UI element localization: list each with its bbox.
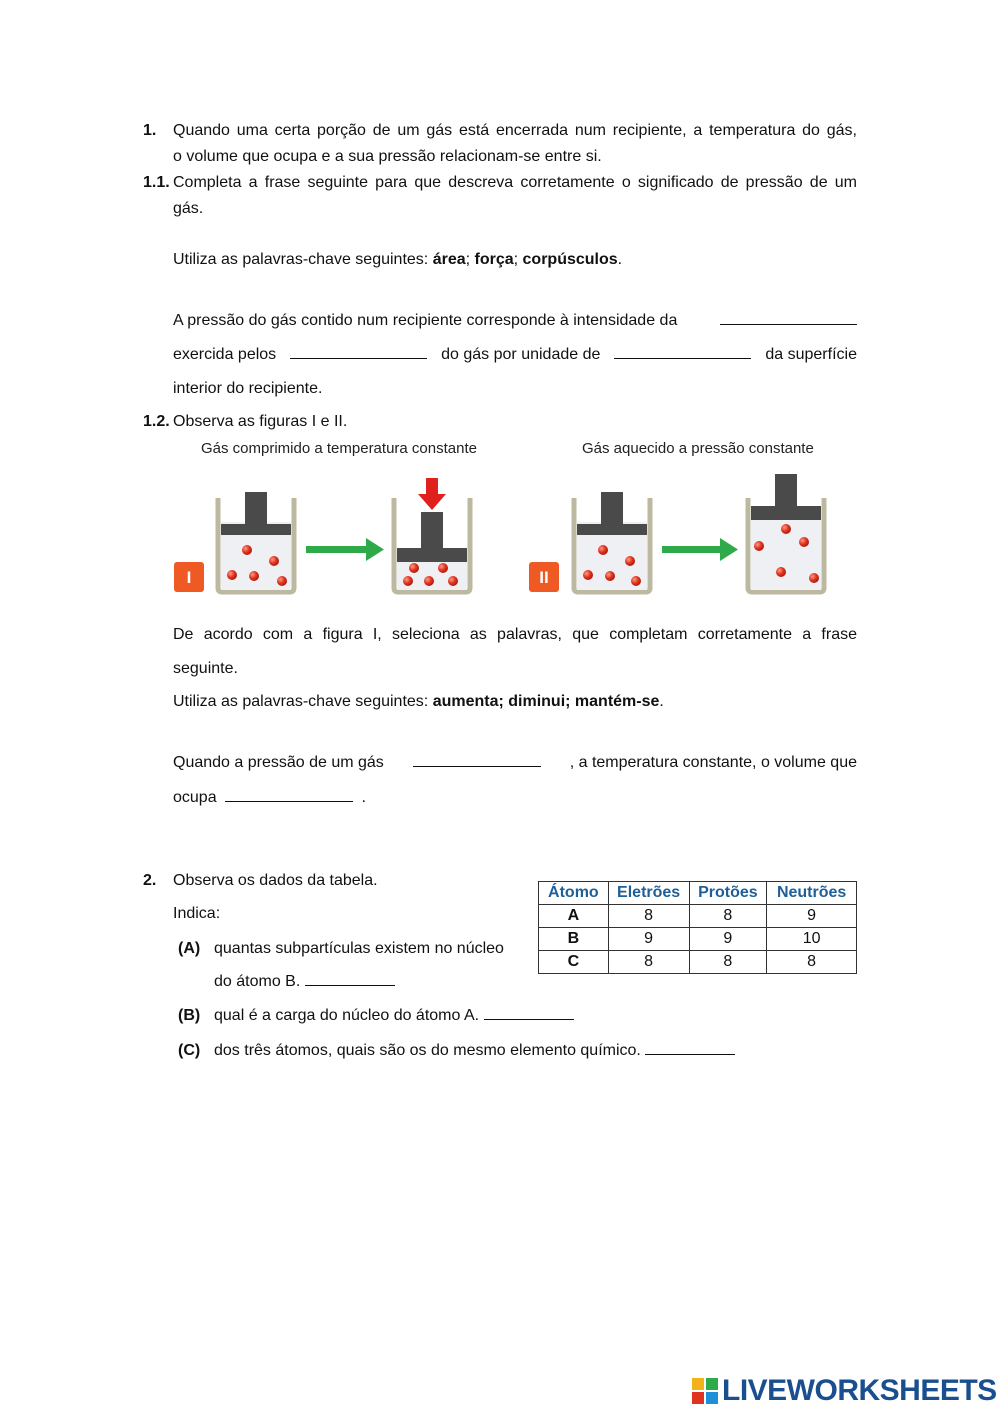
container-1-compressed (394, 478, 470, 592)
caption-figure-1: Gás comprimido a temperatura constante (201, 440, 477, 457)
particle (424, 576, 434, 586)
q2-item-a-line1: quantas subpartículas existem no núcleo (214, 940, 504, 957)
q2-item-b (214, 1003, 574, 1029)
blank-answer-c[interactable] (645, 1040, 735, 1055)
particle (631, 576, 641, 586)
q2-number: 2. (143, 872, 157, 889)
particle (625, 556, 635, 566)
figure-1-label (174, 562, 204, 592)
q1-1-sentence-line3: interior do recipiente. (173, 380, 323, 397)
liveworksheets-logo[interactable] (692, 1374, 997, 1408)
table-cell: 9 (608, 928, 689, 951)
keyword-area: área (432, 251, 466, 268)
logo-text: LIVEWORKSHEETS (722, 1374, 997, 1407)
figure-2-label (529, 562, 559, 592)
blank-area[interactable] (614, 344, 751, 359)
q1-2-sentence-part2a: ocupa (173, 789, 217, 806)
gas-figures (170, 474, 890, 604)
container-1-initial (218, 492, 294, 592)
sentence-part2b: do gás por unidade de (441, 346, 601, 363)
q1-2-intro: Observa as figuras I e II. (173, 413, 348, 430)
q1-1-sentence-line1 (173, 308, 857, 334)
table-row (539, 905, 857, 928)
q1-text-line2: o volume que ocupa e a sua pressão relacionam-se entre si. (173, 148, 602, 165)
particle (438, 563, 448, 573)
table-cell: 9 (689, 928, 767, 951)
logo-icon (692, 1378, 718, 1404)
q2-item-b-text: qual é a carga do núcleo do átomo A. (214, 1007, 480, 1024)
keyword-forca: força (474, 251, 514, 268)
particle (409, 563, 419, 573)
q2-item-b-label: (B) (178, 1007, 201, 1024)
q2-item-c (214, 1038, 735, 1064)
q1-number: 1. (143, 122, 157, 139)
q1-1-line1: Completa a frase seguinte para que descreva corretamente o significado de pressão de um (173, 174, 857, 191)
q1-2-instruction-line1: De acordo com a figura I, seleciona as palavras, que completam corretamente a frase (173, 626, 857, 643)
caption-figure-2: Gás aquecido a pressão constante (582, 440, 814, 457)
table-header: Eletrões (608, 882, 689, 905)
q1-2-number: 1.2. (143, 413, 170, 430)
particle (781, 524, 791, 534)
particle (249, 571, 259, 581)
container-2-heated (748, 474, 824, 592)
particle (776, 567, 786, 577)
blank-volume-change[interactable] (225, 787, 353, 802)
particle (269, 556, 279, 566)
figure-1-label-text: I (186, 568, 192, 587)
arrow-right-icon (306, 538, 384, 561)
arrow-right-icon (662, 538, 738, 561)
sentence-part2c: da superfície (765, 346, 857, 363)
q1-2-sentence-part1b: , a temperatura constante, o volume que (569, 754, 857, 771)
sentence-part2a: exercida pelos (173, 346, 277, 363)
q2-indica: Indica: (173, 905, 221, 922)
keywords-list: aumenta; diminui; mantém-se (432, 693, 660, 710)
q1-text-line1: Quando uma certa porção de um gás está encerrada num recipiente, a temperatura do gás, (173, 122, 857, 139)
table-header-row (539, 882, 857, 905)
keywords-intro: Utiliza as palavras-chave seguintes: (173, 251, 429, 268)
particle (605, 571, 615, 581)
table-cell: C (539, 951, 609, 974)
table-cell: 9 (767, 905, 857, 928)
particle (809, 573, 819, 583)
q2-intro: Observa os dados da tabela. (173, 872, 378, 889)
table-row (539, 951, 857, 974)
table-cell: B (539, 928, 609, 951)
container-2-initial (574, 492, 650, 592)
q1-1-keywords: Utiliza as palavras-chave seguintes: área; força; corpúsculos. (173, 251, 623, 268)
q1-2-sentence-line1 (173, 750, 857, 776)
sentence-part1: A pressão do gás contido num recipiente corresponde à intensidade da (173, 312, 678, 329)
blank-pressure-change[interactable] (413, 752, 541, 767)
q2-item-c-text: dos três átomos, quais são os do mesmo elemento químico. (214, 1042, 641, 1059)
particle (598, 545, 608, 555)
q1-2-sentence-part2b: . (361, 789, 366, 806)
table-cell: 10 (767, 928, 857, 951)
particle (403, 576, 413, 586)
table-cell: 8 (689, 905, 767, 928)
table-cell: 8 (767, 951, 857, 974)
atoms-table (538, 881, 857, 974)
particle (754, 541, 764, 551)
particle (799, 537, 809, 547)
arrow-down-icon (418, 478, 446, 510)
table-header: Neutrões (767, 882, 857, 905)
particle (227, 570, 237, 580)
q1-1-number: 1.1. (143, 174, 170, 191)
q2-item-a-label: (A) (178, 940, 201, 957)
q1-2-keywords: Utiliza as palavras-chave seguintes: aumenta; diminui; mantém-se. (173, 693, 664, 710)
q2-item-a-line2 (214, 969, 395, 995)
q1-2-sentence-line2 (173, 785, 366, 811)
blank-answer-b[interactable] (484, 1005, 574, 1020)
q1-1-line2: gás. (173, 200, 204, 217)
table-header: Átomo (539, 882, 609, 905)
particle (448, 576, 458, 586)
particle (583, 570, 593, 580)
q1-2-instruction-line2: seguinte. (173, 660, 238, 677)
keyword-corpusculos: corpúsculos (522, 251, 618, 268)
blank-corpusculos[interactable] (290, 344, 427, 359)
q1-1-sentence-line2 (173, 342, 857, 368)
table-cell: 8 (608, 905, 689, 928)
table-row (539, 928, 857, 951)
table-cell: 8 (608, 951, 689, 974)
table-header: Protões (689, 882, 767, 905)
particle (242, 545, 252, 555)
table-cell: 8 (689, 951, 767, 974)
blank-forca[interactable] (720, 310, 857, 325)
figure-2-label-text: II (539, 568, 549, 587)
particle (277, 576, 287, 586)
blank-answer-a[interactable] (305, 971, 395, 986)
q1-2-sentence-part1a: Quando a pressão de um gás (173, 754, 384, 771)
q2-item-a-line2-text: do átomo B. (214, 973, 301, 990)
keywords-intro: Utiliza as palavras-chave seguintes: (173, 693, 429, 710)
q2-item-c-label: (C) (178, 1042, 201, 1059)
table-cell: A (539, 905, 609, 928)
